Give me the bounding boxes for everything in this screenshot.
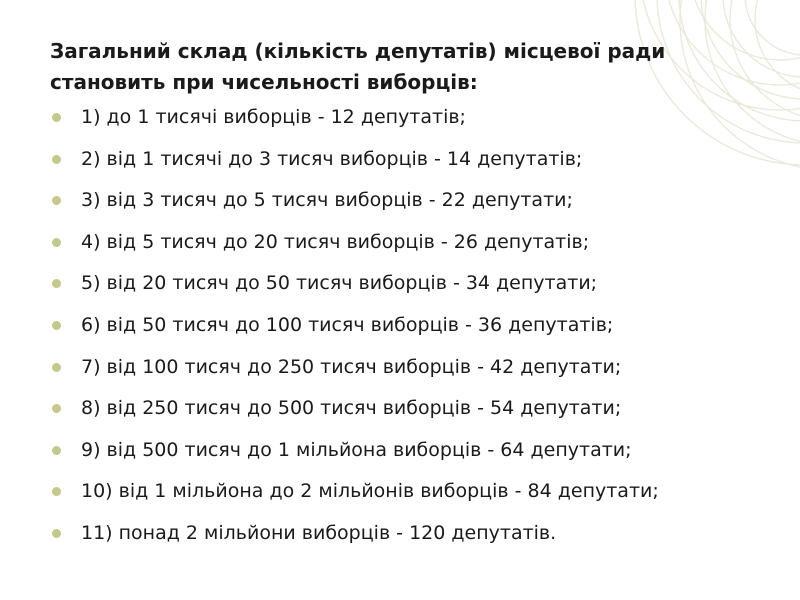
list-item	[50, 185, 770, 215]
list-item	[50, 102, 770, 132]
list-item-text: 11) понад 2 мільйони виборців - 120 депутатів.	[81, 521, 557, 544]
list-item	[50, 476, 770, 506]
list-item	[50, 518, 770, 548]
list-item	[50, 393, 770, 423]
list-item	[50, 227, 770, 257]
bullet-icon	[52, 113, 61, 122]
list-item-text: 2) від 1 тисячі до 3 тисяч виборців - 14 депутатів;	[81, 147, 583, 170]
bullet-icon	[52, 529, 61, 538]
list-item-text: 5) від 20 тисяч до 50 тисяч виборців - 34 депутати;	[81, 272, 598, 295]
list-item-text: 6) від 50 тисяч до 100 тисяч виборців - 36 депутатів;	[81, 313, 614, 336]
list-item-text: 9) від 500 тисяч до 1 мільйона виборців - 64 депутати;	[81, 438, 632, 461]
list-item-text: 7) від 100 тисяч до 250 тисяч виборців - 42 депутати;	[81, 355, 622, 378]
list-item	[50, 352, 770, 382]
list-item	[50, 144, 770, 174]
list-item-text: 8) від 250 тисяч до 500 тисяч виборців - 54 депутати;	[81, 397, 622, 420]
bullet-list	[50, 102, 770, 560]
bullet-icon	[52, 446, 61, 455]
slide-title: Загальний склад (кількість депутатів) місцевої ради становить при чисельності виборців:	[50, 39, 666, 94]
bullet-icon	[52, 404, 61, 413]
list-item-text: 1) до 1 тисячі виборців - 12 депутатів;	[81, 106, 466, 128]
list-item	[50, 310, 770, 340]
bullet-icon	[52, 238, 61, 247]
list-item-text: 4) від 5 тисяч до 20 тисяч виборців - 26 депутатів;	[81, 230, 590, 253]
list-item	[50, 268, 770, 298]
list-item-text: 10) від 1 мільйона до 2 мільйонів виборців - 84 депутати;	[81, 480, 659, 503]
bullet-icon	[52, 321, 61, 330]
bullet-icon	[52, 363, 61, 372]
list-item-text: 3) від 3 тисяч до 5 тисяч виборців - 22 депутати;	[81, 189, 573, 212]
bullet-icon	[52, 155, 61, 164]
bullet-icon	[52, 279, 61, 288]
list-item	[50, 435, 770, 465]
bullet-icon	[52, 196, 61, 205]
bullet-icon	[52, 487, 61, 496]
